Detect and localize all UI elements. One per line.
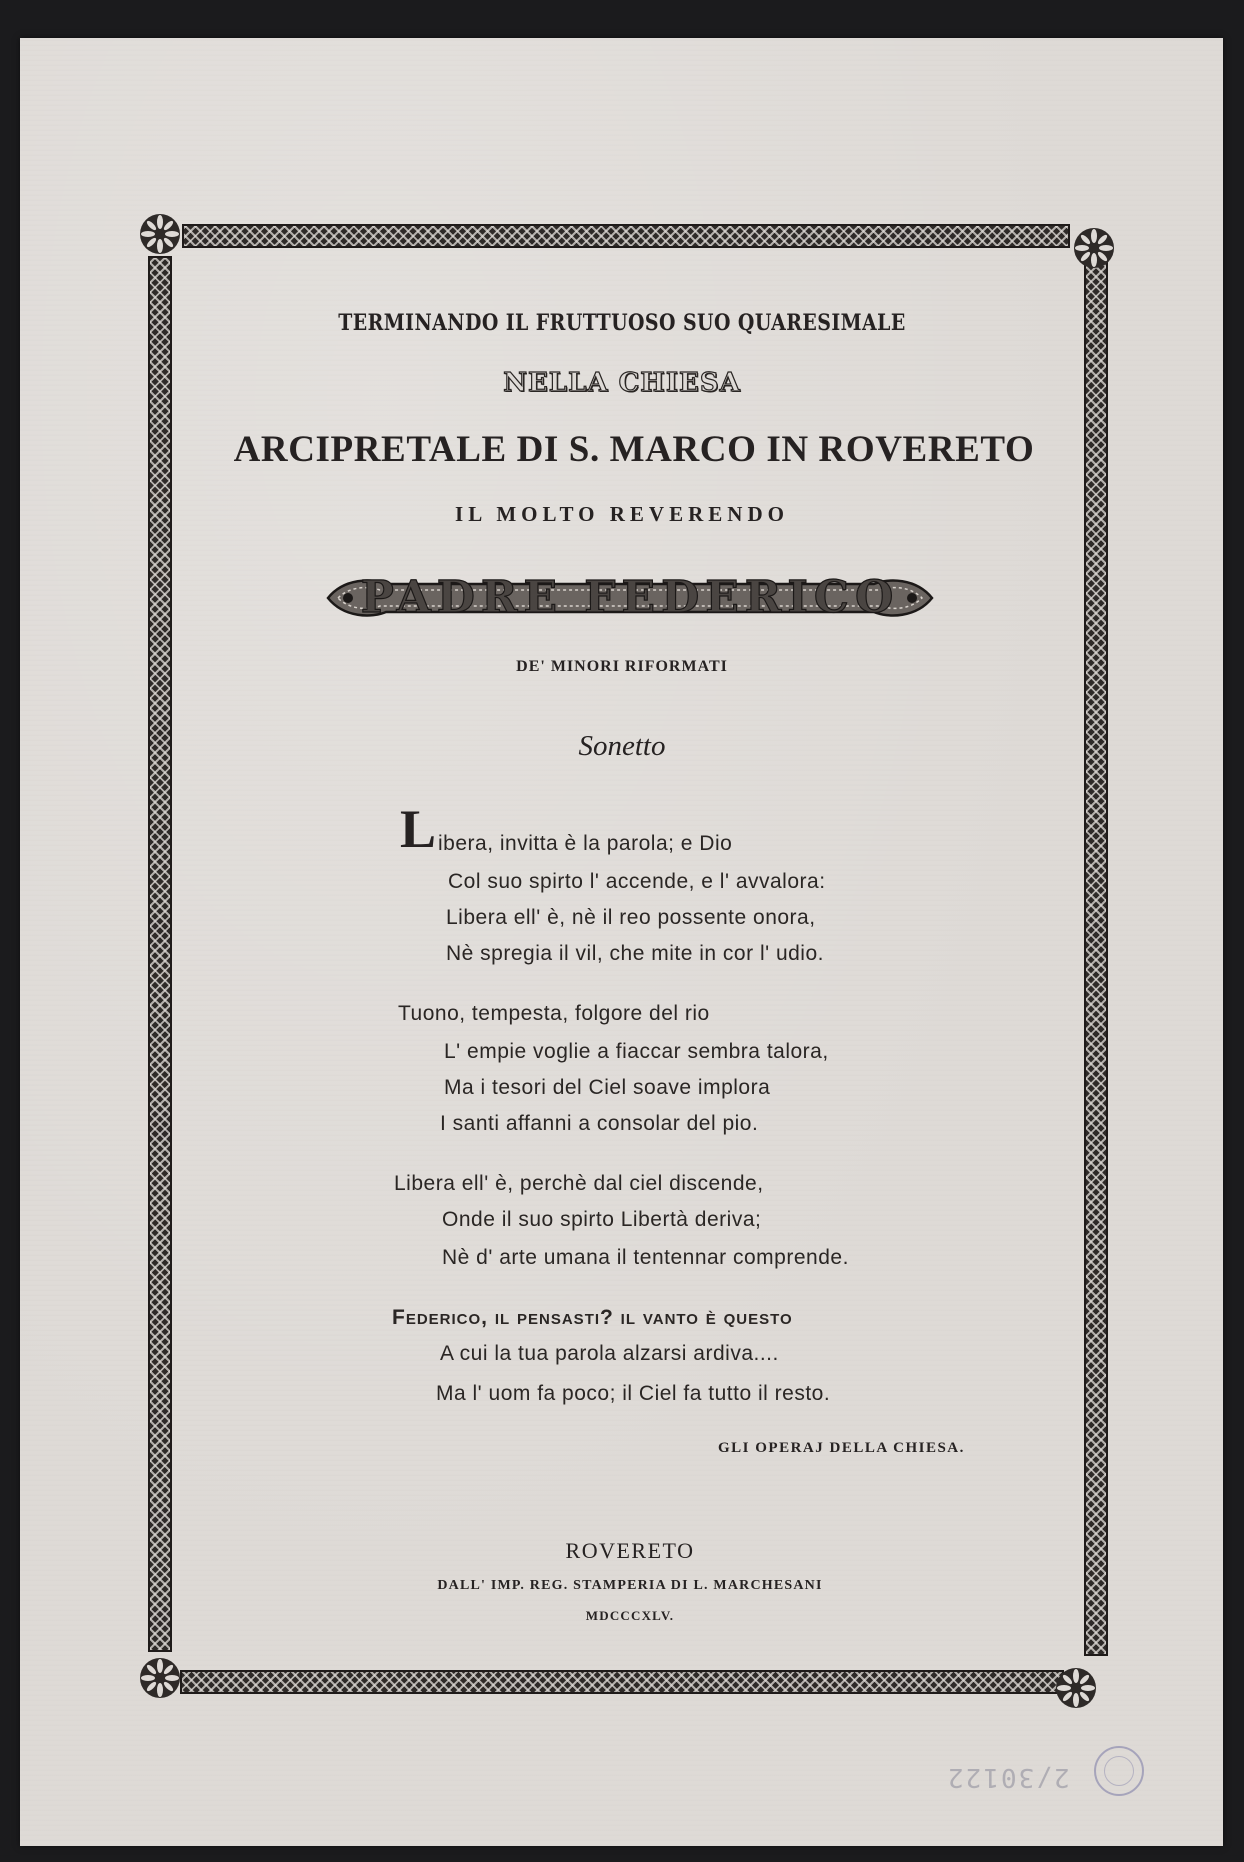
heading-line-minori-riformati: DE' MINORI RIFORMATI (516, 658, 728, 675)
poem-line: Libera ell' è, nè il reo possente onora, (446, 906, 816, 929)
imprint-year: MDCCCXLV. (585, 1608, 675, 1623)
poem-line: L' empie voglie a fiaccar sembra talora, (444, 1040, 829, 1063)
poem-line: Federico, il pensasti? il vanto è questo (392, 1306, 793, 1329)
corner-rosette-icon (1072, 226, 1116, 270)
name-banner (324, 572, 936, 624)
poem-line: ibera, invitta è la parola; e Dio (438, 832, 733, 855)
banner-name-text: PADRE FEDERICO (360, 572, 900, 623)
poem-line: Onde il suo spirto Libertà deriva; (442, 1208, 762, 1231)
poem-line: Ma l' uom fa poco; il Ciel fa tutto il resto. (436, 1382, 831, 1405)
heading-line-arcipretale: ARCIPRETALE DI S. MARCO IN ROVERETO (233, 429, 1035, 470)
poem-line: A cui la tua parola alzarsi ardiva.... (440, 1342, 779, 1365)
signature-operaj: GLI OPERAJ DELLA CHIESA. (718, 1440, 965, 1456)
poem-line: I santi affanni a consolar del pio. (440, 1112, 759, 1135)
poem-line: Col suo spirto l' accende, e l' avvalora: (448, 870, 826, 893)
library-stamp-icon (1094, 1746, 1144, 1796)
library-stamp-inner (1104, 1756, 1134, 1786)
inventory-number: 2/30122 (946, 1762, 1070, 1792)
poem-line: Nè d' arte umana il tentennar comprende. (442, 1246, 849, 1269)
poem-line: Tuono, tempesta, folgore del rio (398, 1002, 710, 1025)
poem-line: Nè spregia il vil, che mite in cor l' udio. (446, 942, 824, 965)
drop-cap-letter: L (400, 799, 437, 859)
heading-line-molto-reverendo: IL MOLTO REVERENDO (455, 502, 789, 526)
frame-border-bottom (180, 1670, 1064, 1694)
frame-border-top (182, 224, 1070, 248)
heading-line-terminando: TERMINANDO IL FRUTTUOSO SUO QUARESIMALE (338, 310, 906, 336)
poem-genre-title: Sonetto (578, 730, 666, 762)
imprint-printer: DALL' IMP. REG. STAMPERIA DI L. MARCHESANI (437, 1578, 823, 1593)
poem-line: Ma i tesori del Ciel soave implora (444, 1076, 771, 1099)
corner-rosette-icon (1054, 1666, 1098, 1710)
corner-rosette-icon (138, 1656, 182, 1700)
corner-rosette-icon (138, 212, 182, 256)
imprint-city: ROVERETO (565, 1538, 695, 1563)
poem-line: Libera ell' è, perchè dal ciel discende, (394, 1172, 764, 1195)
heading-line-nella-chiesa: NELLA CHIESA (503, 368, 741, 398)
